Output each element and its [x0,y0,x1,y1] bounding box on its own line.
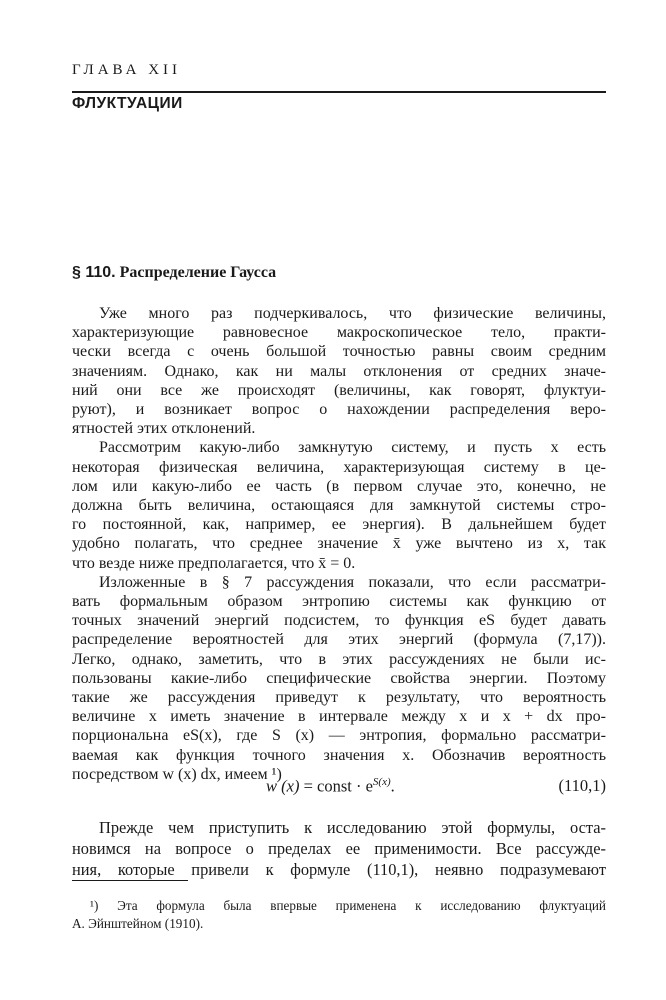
body-line: удобно полагать, что среднее значение x̄ уже вычтено из x, так [72,535,606,553]
chapter-title: ФЛУКТУАЦИИ [72,95,183,112]
body-line: ятностей этих отклонений. [72,420,256,438]
body-line: характеризующие равновесное макроскопическое тело, практи- [72,324,606,342]
equation-equals: = [299,776,318,796]
equation-dot: . [390,776,395,796]
body-line: Прежде чем приступить к исследованию этой формулы, оста- [99,818,606,837]
body-line: ний они все же происходят (величины, как говорят, флуктуи- [72,381,606,399]
body-line: руют), и возникает вопрос о нахождении распределения веро- [72,401,606,418]
body-line: такие же рассуждения приведут к результату, что вероятность [72,689,606,706]
body-line: лом или какую-либо ее часть (в первом случае это, конечно, не [72,477,606,495]
footnote-line: ¹) Эта формула была впервые применена к исследованию флуктуаций [90,898,606,913]
footnote-line: А. Эйнштейном (1910). [72,916,204,931]
body-line: порциональна eS(x), где S (x) — энтропия, формально рассматри- [72,727,606,745]
body-line: точных значений энергий подсистем, то функция eS будет давать [72,612,606,630]
body-line: пользованы какие-либо специфические свойства энергии. Поэтому [72,669,606,687]
body-line: Уже много раз подчеркивалось, что физические величины, [99,305,606,322]
section-title: Распределение Гаусса [119,264,277,281]
body-line: должна быть величина, остающаяся для замкнутой системы стро- [72,497,606,514]
footnote-rule [72,880,188,881]
body-line: чески всегда с очень большой точностью равны своим средним [72,343,606,361]
body-line: го постоянной, как, например, ее энергия). В дальнейшем будет [72,516,606,534]
section-heading [72,264,276,282]
body-line: Рассмотрим какую-либо замкнутую систему, и пусть x есть [99,439,606,457]
equation-rhs: const · e [317,776,373,796]
body-line: посредством w (x) dx, имеем ¹) [72,765,282,783]
body-line: Легко, однако, заметить, что в этих рассуждениях не были ис- [72,650,606,668]
body-line: вать формальным образом энтропию системы как функцию от [72,593,606,610]
body-line: некоторая физическая величина, характеризующая систему в це- [72,458,606,476]
section-number: § 110. [72,264,116,281]
header-rule [72,91,606,93]
equation-exponent: S(x) [372,776,391,788]
body-line: ваемая как функция точного значения x. Обозначив вероятность [72,746,606,764]
equation-number: (110,1) [558,776,606,795]
body-line: ния, которые привели к формуле (110,1), неявно подразумевают [72,860,606,879]
chapter-label: ГЛАВА XII [72,62,182,78]
body-line: что везде ниже предполагается, что x̄ = 0. [72,554,356,572]
body-line: Изложенные в § 7 рассуждения показали, что если рассматри- [99,573,606,591]
body-line: новимся на вопросе о пределах ее применимости. Все рассужде- [72,839,606,858]
body-line: распределение вероятностей для этих энергий (формула (7,17)). [72,631,606,649]
equation-lhs: w (x) [266,776,300,796]
body-line: величине x иметь значение в интервале между x и x + dx про- [72,708,606,726]
body-line: значениям. Однако, как ни малы отклонения от средних значе- [72,362,606,380]
